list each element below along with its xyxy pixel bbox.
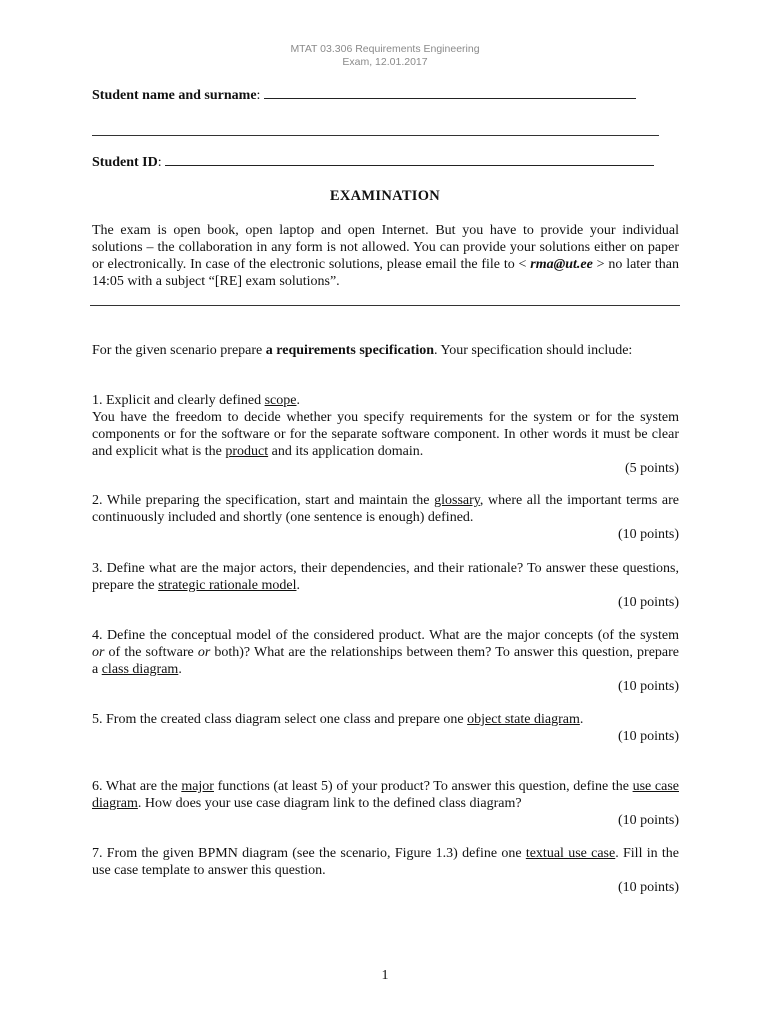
question-6-points: (10 points) [617,813,679,828]
student-id-field[interactable] [165,164,654,166]
question-4: 4. Define the conceptual model of the considered product. What are the major concepts (of the system or of the software or both)? What are the relationships between them? To answer this question, prepare a class diagram. [92,628,679,677]
intro-paragraph: The exam is open book, open laptop and open Internet. But you have to provide your individual solutions – the collaboration in any form is not allowed. You can provide your solutions either on paper or electronically. In case of the electronic solutions, please email the file to < rma@ut.ee > no later than 14:05 with a subject “[RE] exam solutions”. [92,223,679,289]
question-5-points: (10 points) [617,729,679,744]
student-name-field[interactable] [264,97,636,99]
question-7: 7. From the given BPMN diagram (see the scenario, Figure 1.3) define one textual use case. Fill in the use case template to answer this question. [92,846,679,878]
question-3-points: (10 points) [617,595,679,610]
question-2: 2. While preparing the specification, start and maintain the glossary, where all the important terms are continuously included and shortly (one sentence is enough) defined. [92,493,679,525]
question-6: 6. What are the major functions (at least 5) of your product? To answer this question, define the use case diagram. How does your use case diagram link to the defined class diagram? [92,779,679,811]
question-1: 1. Explicit and clearly defined scope. You have the freedom to decide whether you specify requirements for the system or for the system components or for the software or for the separate software component. In other words it must be clear and explicit what is the product and its application domain. [92,393,679,459]
student-id-label: Student ID [92,155,158,170]
student-name-row: Student name and surname: [92,88,636,104]
question-2-points: (10 points) [617,527,679,542]
student-name-label: Student name and surname [92,88,257,103]
page-number: 1 [381,968,389,983]
header-exam-date: Exam, 12.01.2017 [342,56,428,68]
student-id-row: Student ID: [92,155,654,171]
student-name-extra-line[interactable] [92,135,659,136]
section-divider [90,305,680,306]
question-4-points: (10 points) [617,679,679,694]
question-3: 3. Define what are the major actors, their dependencies, and their rationale? To answer these questions, prepare the strategic rationale model. [92,561,679,593]
exam-title: EXAMINATION [329,188,441,204]
email-link[interactable]: rma@ut.ee [530,257,593,272]
task-intro: For the given scenario prepare a requirements specification. Your specification should include: [92,343,633,358]
question-1-points: (5 points) [624,461,679,476]
header-course: MTAT 03.306 Requirements Engineering [290,43,480,55]
question-5: 5. From the created class diagram select one class and prepare one object state diagram. [92,712,584,727]
question-7-points: (10 points) [617,880,679,895]
